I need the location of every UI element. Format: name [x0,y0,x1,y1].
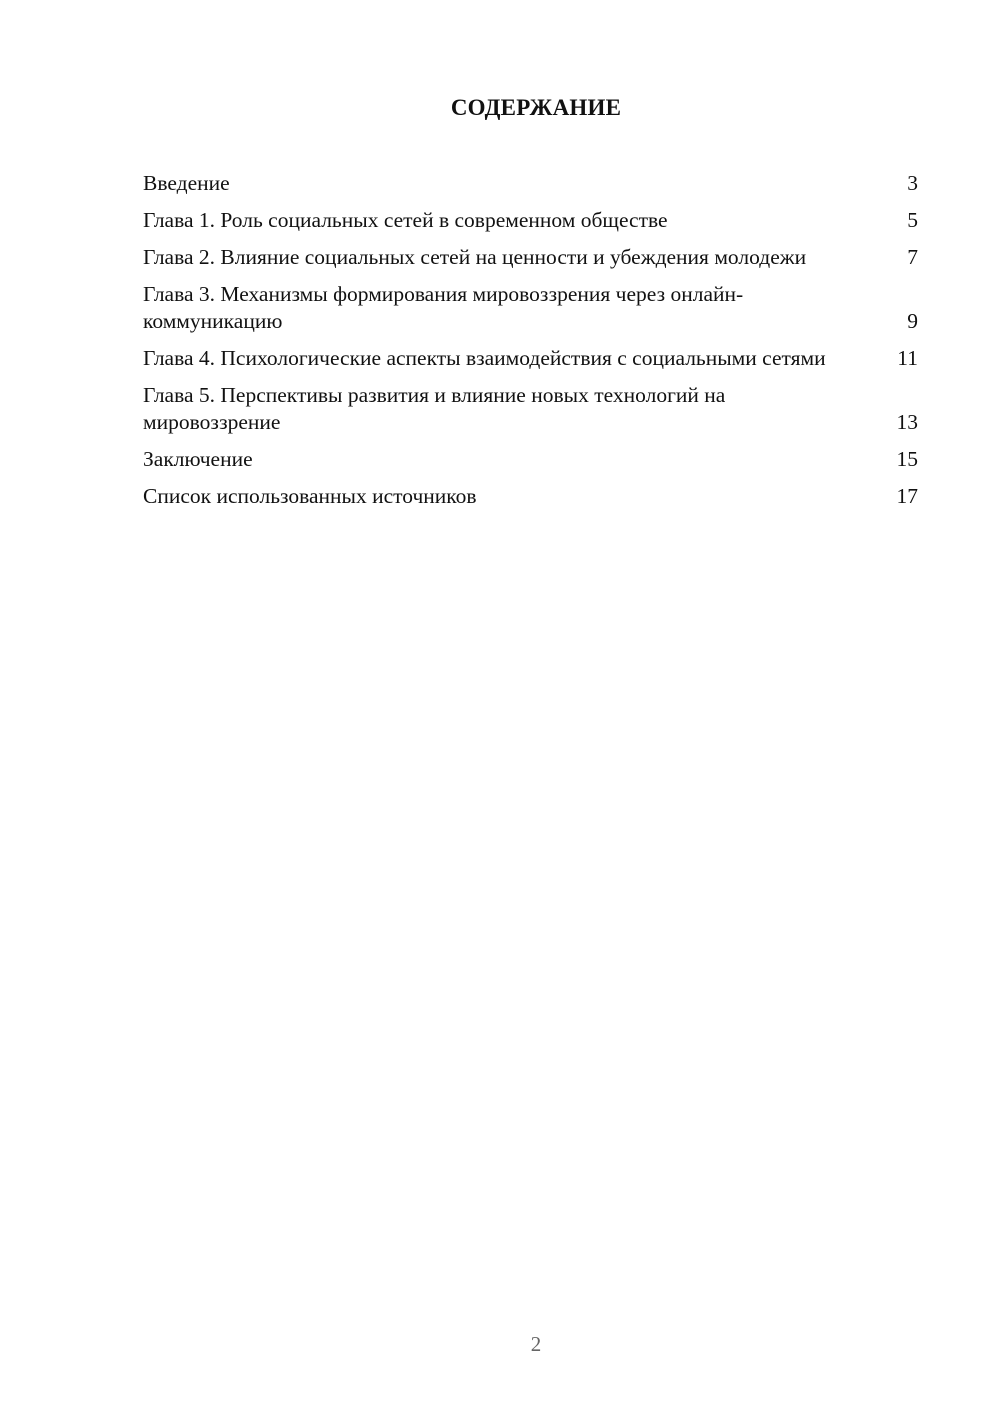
toc-entry-title: Глава 4. Психологические аспекты взаимодействия с социальными сетями [143,346,826,370]
toc-entry-title: Глава 3. Механизмы формирования мировоззрения через онлайн-коммуникацию [143,282,744,333]
toc-entry-page: 11 [897,346,918,370]
toc-entry-title: Глава 1. Роль социальных сетей в современном обществе [143,208,668,232]
toc-entry-title: Заключение [143,447,253,471]
toc-entry-chapter-2[interactable] [143,244,918,271]
toc-entry-conclusion[interactable] [143,446,918,473]
toc-entry-chapter-3[interactable] [143,281,918,335]
toc-entry-page: 5 [907,208,918,232]
toc-entry-chapter-5[interactable] [143,382,918,436]
toc-entry-page: 7 [907,245,918,269]
toc-entry-page: 13 [896,410,918,434]
toc-entry-title: Список использованных источников [143,484,477,508]
page-number: 2 [530,1332,542,1356]
toc-entry-page: 15 [896,447,918,471]
toc-entry-page: 3 [907,171,918,195]
toc-entry-title: Глава 5. Перспективы развития и влияние новых технологий на мировоззрение [143,383,726,434]
toc-entry-page: 17 [896,484,918,508]
toc-entry-chapter-4[interactable] [143,345,918,372]
toc-entry-title: Глава 2. Влияние социальных сетей на ценности и убеждения молодежи [143,245,807,269]
table-of-contents [143,170,918,520]
page-title: СОДЕРЖАНИЕ [450,95,622,120]
toc-entry-title: Введение [143,171,230,195]
toc-entry-references[interactable] [143,483,918,510]
toc-entry-page: 9 [907,309,918,333]
toc-entry-chapter-1[interactable] [143,207,918,234]
toc-entry-introduction[interactable] [143,170,918,197]
